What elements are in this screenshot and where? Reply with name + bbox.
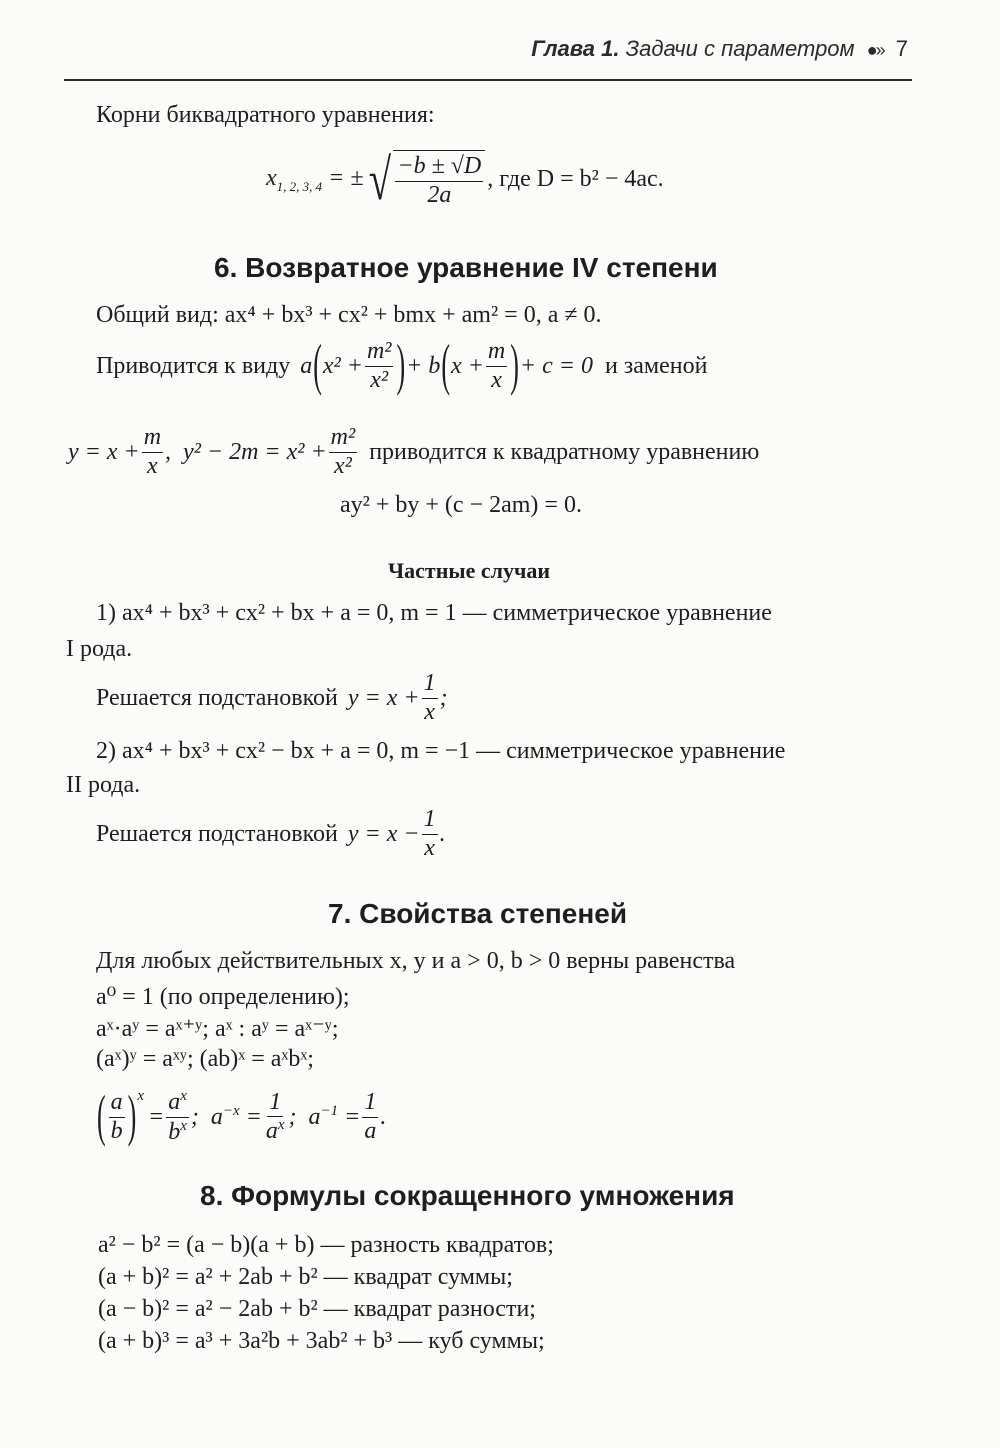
biquadratic-intro: Корни биквадратного уравнения:	[96, 102, 435, 128]
reduces-prefix: Приводится к виду	[96, 352, 291, 379]
case-1-solve-label: Решается подстановкой	[96, 684, 338, 711]
case-2-line-1: 2) ax⁴ + bx³ + cx² − bx + a = 0, m = −1 — симметрическое уравнение	[96, 738, 786, 764]
chapter-label: Глава 1.	[531, 36, 620, 61]
running-header	[531, 36, 908, 62]
powers-line-4: ( $\frac{a}{b}$ ) x = $\frac{a^x}{b^x}$ ; $a^{-x}$ = $\frac{1}{a^x}$ ; $a^{-1}$ = $\frac{1}{a}$ .	[97, 1084, 387, 1148]
powers-intro: Для любых действительных x, y и a > 0, b > 0 верны равенства	[96, 948, 736, 974]
case-2-solve-label: Решается подстановкой	[96, 820, 338, 847]
reduces-suffix: и заменой	[604, 352, 708, 379]
section-7-title: 7. Свойства степеней	[328, 898, 628, 929]
substitution-line: y = x + $\frac{m}{x}$ , y² − 2m = x² + $\frac{\text{m²}}{\text{x²}}$ приводится к квадратному уравнению	[68, 424, 760, 479]
case-1-line-2: I рода.	[66, 636, 133, 662]
special-cases-title: Частные случаи	[388, 558, 551, 583]
section-6-title: 6. Возвратное уравнение IV степени	[214, 252, 718, 283]
case-2-substitution: Решается подстановкой y = x − $\frac{1}{x}$ .	[96, 806, 446, 861]
formula-line: (a + b)² = a² + 2ab + b² — квадрат суммы;	[98, 1264, 513, 1290]
roots-note: , где D = b² − 4ac.	[487, 166, 664, 192]
quadratic-equation: ay² + by + (c − 2am) = 0.	[340, 492, 582, 518]
case-1-line-1: 1) ax⁴ + bx³ + cx² + bx + a = 0, m = 1 — симметрическое уравнение	[96, 600, 772, 626]
biquadratic-roots-formula: $x_{1, 2, 3, 4}$ = ± √ $\frac{-b \pm √D}{2a}$ , где D = b² − 4ac.	[266, 147, 664, 212]
formula-line: (a + b)³ = a³ + 3a²b + 3ab² + b³ — куб суммы;	[98, 1328, 545, 1354]
general-form: Общий вид: ax⁴ + bx³ + cx² + bmx + am² = 0, a ≠ 0.	[96, 302, 602, 328]
header-rule	[64, 79, 912, 81]
quadratic-text: приводится к квадратному уравнению	[369, 438, 760, 465]
formula-line: (a − b)² = a² − 2ab + b² — квадрат разности;	[98, 1296, 536, 1322]
case-2-line-2: II рода.	[66, 772, 141, 798]
page-number: 7	[895, 36, 908, 61]
reduces-line: Приводится к виду a ( x² + $\frac{\text{m²}}{\text{x²}}$ ) + b ( x + $\frac{m}{x}$ ) + c = 0 и заменой	[96, 333, 708, 397]
powers-line-2: aˣ·aʸ = aˣ⁺ʸ; aˣ : aʸ = aˣ⁻ʸ;	[96, 1016, 339, 1042]
section-8-title: 8. Формулы сокращенного умножения	[200, 1180, 735, 1211]
bullet-icon: ●››	[866, 40, 884, 60]
chapter-title: Задачи с параметром	[625, 36, 855, 61]
powers-line-1: a⁰ = 1 (по определению);	[96, 984, 350, 1010]
powers-line-3: (aˣ)ʸ = aˣʸ; (ab)ˣ = aˣbˣ;	[96, 1046, 314, 1072]
formula-line: a² − b² = (a − b)(a + b) — разность квадратов;	[98, 1232, 554, 1258]
case-1-substitution: Решается подстановкой y = x + $\frac{1}{x}$ ;	[96, 670, 448, 725]
